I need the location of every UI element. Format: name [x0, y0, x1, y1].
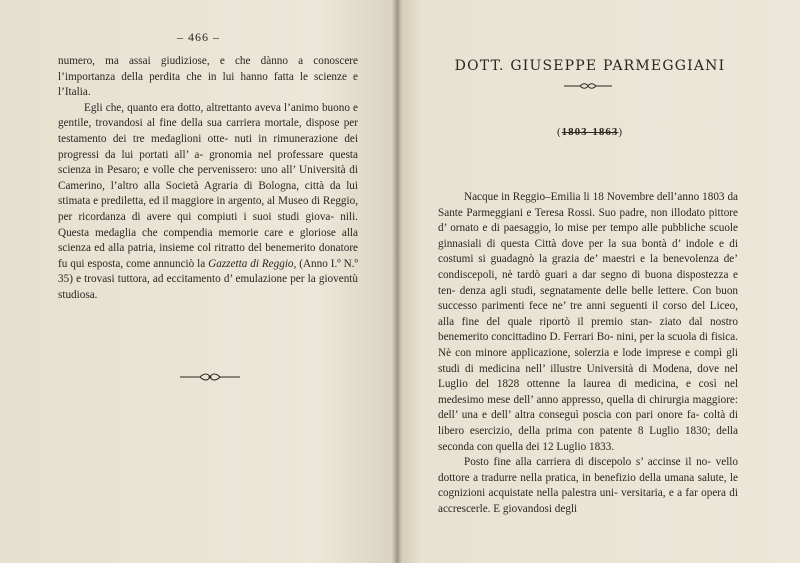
- text-line: nili. Questa medaglia che compendia memorie care e: [58, 210, 358, 239]
- text-line: buono e gentile, trovandosi al fine della sua carriera: [58, 101, 358, 130]
- text-line: dell’ una e dell’ altra conseguì poscia con pari onore fa-: [438, 409, 700, 422]
- text-line: benemerito donatore fu qui esposta, come annunciò la: [58, 242, 359, 270]
- text-line: numero, ma assai giudiziose, e che dànno a conoscere: [58, 55, 358, 67]
- text-line: prediletta, ed il maggiore in argento, al Museo di Reggio,: [101, 195, 359, 208]
- title-ornament: [562, 82, 614, 90]
- text-line: (Anno I.º N.º 35) e trovasi tuttora, ad: [58, 257, 358, 286]
- book-gutter: [392, 0, 402, 563]
- text-line: la grazia de’ maestri e la benevolenza de’ condiscepoli,: [438, 253, 738, 281]
- text-line: Posto fine alla carriera di discepolo s’ accinse il no-: [464, 456, 712, 469]
- text-line: del Liceo, alla fine del quale riportò il premio stan-: [438, 300, 739, 328]
- text-line: nell’ illustre Università di Modena, dove nel Luglio del: [438, 362, 738, 391]
- text-line: dove per la sua bontà d’ indole e di costumi si guadagnò: [438, 237, 738, 266]
- life-dates: (1803-1863): [556, 126, 623, 138]
- text-line: alla Società Agraria di Bologna, città da lui stimata e: [58, 179, 359, 208]
- text-line: 1803 da Sante Parmeggiani e Teresa Rossi. Suo padre,: [438, 191, 739, 219]
- text-line: gloriose alla scienza ed alla patria, insieme col ritratto del: [58, 226, 359, 255]
- text-line: 1830; della seconda con quella dei 12 Luglio 1833.: [438, 424, 739, 453]
- left-paragraph-1: [58, 54, 358, 101]
- right-page-text: [438, 190, 738, 517]
- text-line: vello dottore a tradurre nella pratica, in benefizio della: [438, 456, 739, 484]
- text-line: 1828 ottenne la laurea di medicina, e così nel medesimo: [438, 378, 739, 406]
- gazette-title: Gazzetta di Reggio,: [208, 257, 297, 270]
- text-line: nini, per la scuola di fisica. Nè con minore applicazione,: [438, 331, 739, 359]
- text-line: non illodato pittore d’ ornato e di paesaggio, lo mise: [438, 206, 738, 235]
- text-line: eccitamento d’ emulazione per la gioventù studiosa.: [58, 273, 359, 301]
- left-paragraph-2: [58, 101, 358, 304]
- text-line: coltà di libero esercizio, della prima con patente 8 Luglio: [438, 409, 738, 437]
- text-line: buon successo parimenti fece ne’ tre anni seguenti il corso: [438, 284, 739, 313]
- life-years: 1803-1863: [561, 126, 619, 138]
- text-line: l’importanza della perdita che in lui hanno fatta le scienze: [58, 70, 347, 83]
- page-number: – 466 –: [177, 30, 220, 44]
- text-line: e l’Italia.: [58, 70, 359, 99]
- text-line: mese dell’ anno appresso, quella di chirurgia maggiore:: [487, 393, 739, 406]
- text-line: denza agli studi, segnatamente delle belle lettere. Con: [459, 284, 712, 297]
- article-title: DOTT. GIUSEPPE PARMEGGIANI: [454, 58, 726, 74]
- text-line: nuti in rimunerazione dei progressi da lui portati all’ a-: [58, 132, 358, 161]
- text-line: gronomia nel professare questa scienza in Pesaro; e volle: [58, 148, 359, 177]
- end-ornament: [178, 372, 242, 382]
- text-line: umana salute, le cognizioni acquistate nella palestra uni-: [438, 471, 738, 500]
- left-page-text: [58, 54, 358, 304]
- text-line: mortale, dispose per testamento dei tre medaglioni otte-: [58, 117, 358, 145]
- text-line: ziato dal nostro benemerito concittadino D. Ferrari Bo-: [438, 315, 738, 344]
- text-line: che pervenissero: uno all’ Università di Camerino, l’altro: [58, 164, 359, 192]
- text-line: Nacque in Reggio–Emilia li 18 Novembre dell’anno: [464, 191, 700, 203]
- right-paragraph-1: [438, 190, 738, 455]
- text-line: nè tardò guari a dar segno di buona dispostezza e ten-: [438, 268, 738, 297]
- text-line: versitaria, e a far opera di accrescerle. E giovandosi degli: [438, 487, 739, 515]
- text-line: Egli che, quanto era dotto, altrettanto aveva l’animo: [84, 101, 319, 114]
- text-line: per ricordanza di avere qui compiuti i suoi studi giova-: [58, 210, 335, 223]
- text-line: per tempo alle pubbliche scuole ginnasiali di questa Città: [438, 222, 739, 250]
- text-line: solerzia e lode imprese e compì gli studi di medicina: [438, 346, 739, 375]
- right-paragraph-2: [438, 455, 738, 517]
